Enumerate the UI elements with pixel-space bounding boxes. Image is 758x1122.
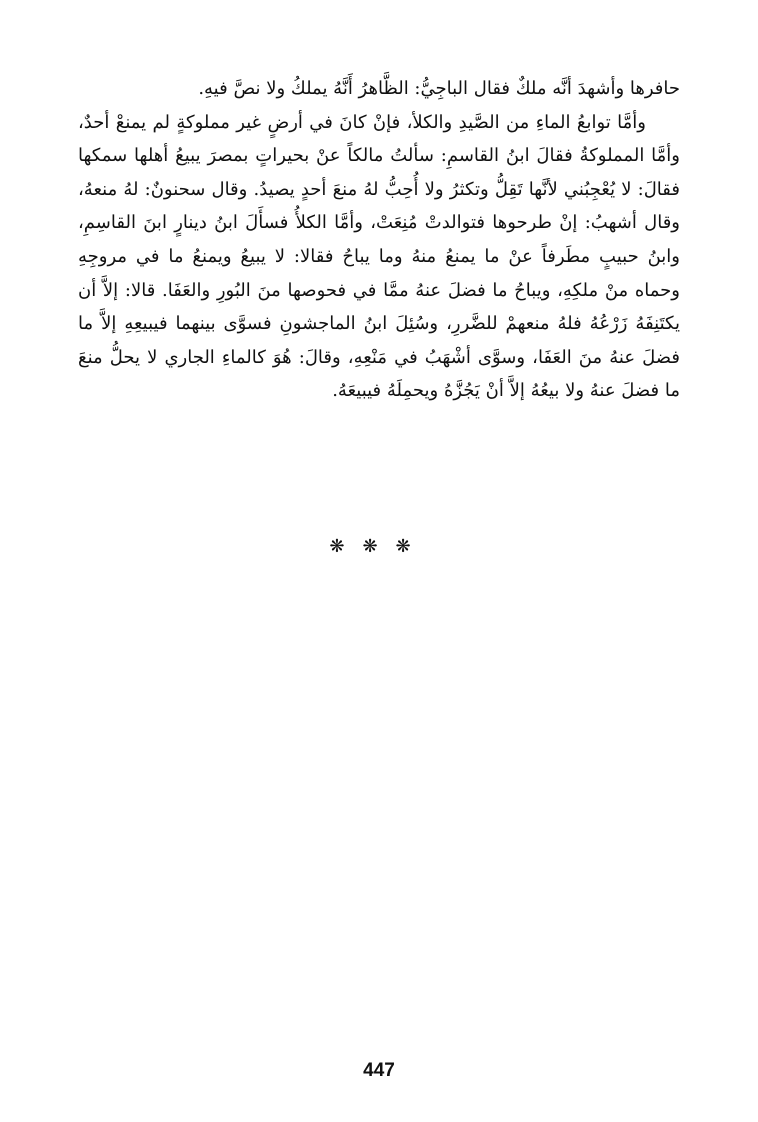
body-text	[78, 72, 680, 408]
page-number: 447	[363, 1060, 395, 1081]
paragraph-2: وأمَّا توابعُ الماءِ من الصَّيدِ والكلأ، فإنْ كانَ في أرضٍ غير مملوكةٍ لم يمنعْ أحدٌ، وأمَّا المملوكةُ فقالَ ابنُ القاسمِ: سألتُ مالكاً عنْ بحيراتٍ بمصرَ يبيعُ أهلها سمكها فقالَ: لا يُعْجِبُني لأنَّها تَقِلُّ وتكثرُ ولا أُحِبُّ لهُ منعَ أحدٍ يصيدُ. وقال سحنونٌ: لهُ منعهُ، وقال أشهبُ: إنْ طرحوها فتوالدتْ مُنِعَتْ، وأمَّا الكلأُ فسأَلَ ابنُ دينارٍ ابنَ القاسِمِ، وابنُ حبيبٍ مطَرفاً عنْ ما يمنعُ منهُ وما يباحُ فقالا: لا يبيعُ ويمنعُ ما في مروجِهِ وحماه منْ ملكِهِ، ويباحُ ما فضلَ عنهُ ممَّا في فحوصها منَ البُورِ والعَفَا. قالا: إلاَّ أن يكتَنِفَهُ زَرْعُهُ فلهُ منعهمْ للضَّررِ، وسُئِلَ ابنُ الماجشونِ فسوَّى بينهما فيبيعِهِ إلاَّ ما فضلَ عنهُ منَ العَفَا، وسوَّى أشْهَبُ في مَنْعِهِ، وقالَ: هُوَ كالماءِ الجاري لا يحلُّ منعَ ما فضلَ عنهُ ولا بيعُهُ إلاَّ أنْ يَجُزَّهُ ويحمِلَهُ فيبيعَهُ.	[78, 111, 681, 402]
paragraph-1: حافرها وأشهدَ أنَّه ملكٌ فقال الباجِيُّ: الظَّاهرُ أَنَّهُ يملكُ ولا نصَّ فيهِ.	[198, 78, 680, 99]
section-separator: ❋❋❋	[329, 536, 429, 557]
